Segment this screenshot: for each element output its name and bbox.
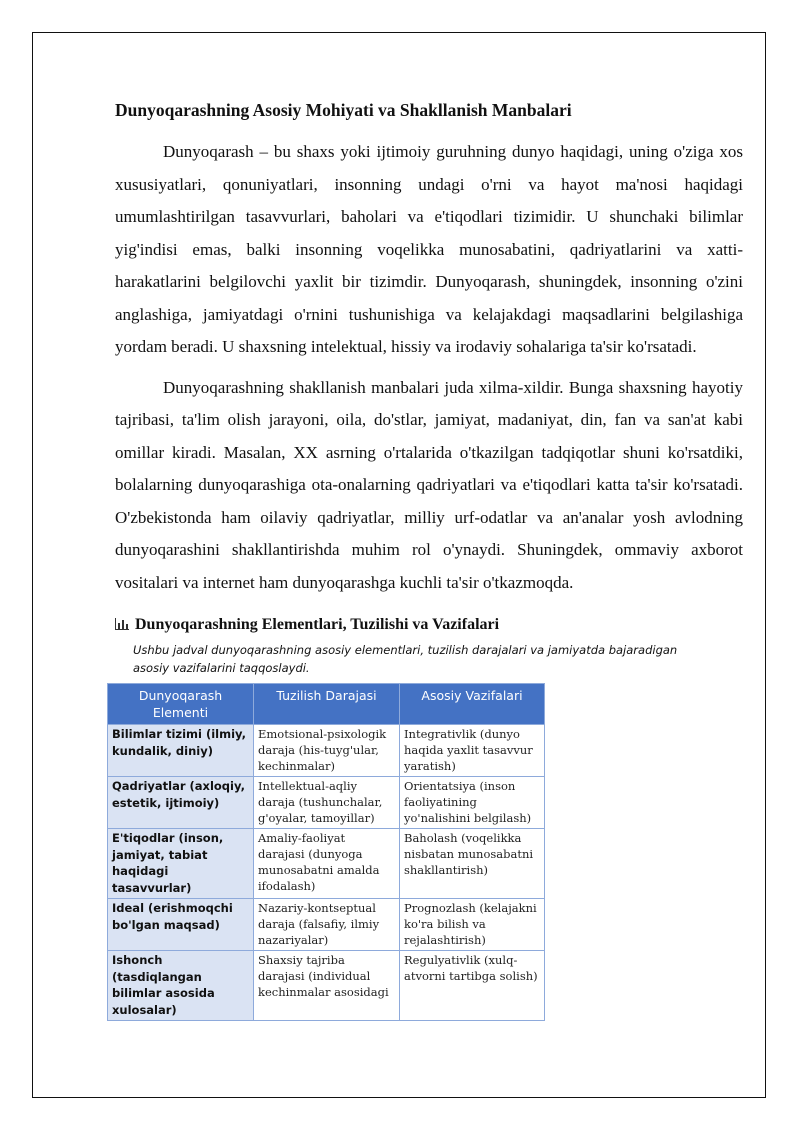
- column-header: Asosiy Vazifalari: [400, 684, 545, 725]
- table-cell: Intellektual-aqliy daraja (tushunchalar, g'oyalar, tamoyillar): [254, 777, 400, 829]
- table-cell: Baholash (voqelikka nisbatan munosabatni shakllantirish): [400, 829, 545, 899]
- table-row: [108, 829, 545, 899]
- table-cell: Bilimlar tizimi (ilmiy, kundalik, diniy): [108, 725, 254, 777]
- table-cell: Integrativlik (dunyo haqida yaxlit tasavvur yaratish): [400, 725, 545, 777]
- table-cell: Orientatsiya (inson faoliyatining yo'nalishini belgilash): [400, 777, 545, 829]
- table-cell: Shaxsiy tajriba darajasi (individual kechinmalar asosidagi: [254, 951, 400, 1021]
- table-header-row: [108, 684, 545, 725]
- paragraph-1: Dunyoqarash – bu shaxs yoki ijtimoiy guruhning dunyo haqidagi, uning o'ziga xos xususiyatlari, qonuniyatlari, insonning undagi o'rni va hayot ma'nosi haqidagi umumlashtirilgan tasavvurlari, baholari va e'tiqodlari tizimidir. U shunchaki bilimlar yig'indisi emas, balki insonning voqelikka munosabatini, qadriyatlarini va xatti-harakatlarini belgilovchi yaxlit bir tizimdir. Dunyoqarash, shuningdek, insonning o'zini anglashiga, jamiyatdagi o'rnini tushunishiga va kelajakdagi maqsadlarini belgilashiga yordam beradi. U shaxsning intelektual, hissiy va irodaviy sohalariga ta'sir ko'rsatadi.: [115, 142, 743, 356]
- table-row: [108, 777, 545, 829]
- column-header: Dunyoqarash Elementi: [108, 684, 254, 725]
- table-row: [108, 899, 545, 951]
- table-heading-text: Dunyoqarashning Elementlari, Tuzilishi va Vazifalari: [135, 616, 500, 633]
- table-cell: Qadriyatlar (axloqiy, estetik, ijtimoiy): [108, 777, 254, 829]
- table-cell: Nazariy-kontseptual daraja (falsafiy, ilmiy nazariyalar): [254, 899, 400, 951]
- table-cell: Amaliy-faoliyat darajasi (dunyoga munosabatni amalda ifodalash): [254, 829, 400, 899]
- elements-table: [107, 683, 545, 1021]
- table-row: [108, 725, 545, 777]
- bar-chart-icon: [115, 618, 129, 630]
- table-cell: Regulyativlik (xulq-atvorni tartibga solish): [400, 951, 545, 1021]
- column-header: Tuzilish Darajasi: [254, 684, 400, 725]
- table-cell: E'tiqodlar (inson, jamiyat, tabiat haqidagi tasavvurlar): [108, 829, 254, 899]
- paragraph-2: Dunyoqarashning shakllanish manbalari juda xilma-xildir. Bunga shaxsning hayotiy tajribasi, ta'lim olish jarayoni, oila, do'stlar, jamiyat, madaniyat, din, fan va san'at kabi omillar kiradi. Masalan, XX asrning o'rtalarida o'tkazilgan tadqiqotlar shuni ko'rsatdiki, bolalarning dunyoqarashiga ota-onalarning qadriyatlari va e'tiqodlari katta ta'sir ko'rsatadi. O'zbekistonda ham oilaviy qadriyatlar, milliy urf-odatlar va an'analar yosh avlodning dunyoqarashini shakllantirishda muhim rol o'ynaydi. Shuningdek, ommaviy axborot vositalari va internet ham dunyoqarashga kuchli ta'sir o'tkazmoqda.: [115, 377, 743, 592]
- table-caption: Ushbu jadval dunyoqarashning asosiy elementlari, tuzilish darajalari va jamiyatda bajaradigan asosiy vazifalarini taqqoslaydi.: [133, 643, 678, 675]
- table-cell: Emotsional-psixologik daraja (his-tuyg'ular, kechinmalar): [254, 725, 400, 777]
- document-title: Dunyoqarashning Asosiy Mohiyati va Shakllanish Manbalari: [115, 100, 572, 120]
- table-cell: Ishonch (tasdiqlangan bilimlar asosida xulosalar): [108, 951, 254, 1021]
- table-cell: Ideal (erishmoqchi bo'lgan maqsad): [108, 899, 254, 951]
- table-heading: [115, 613, 743, 637]
- document-body: [112, 96, 743, 1021]
- table-cell: Prognozlash (kelajakni ko'ra bilish va rejalashtirish): [400, 899, 545, 951]
- table-row: [108, 951, 545, 1021]
